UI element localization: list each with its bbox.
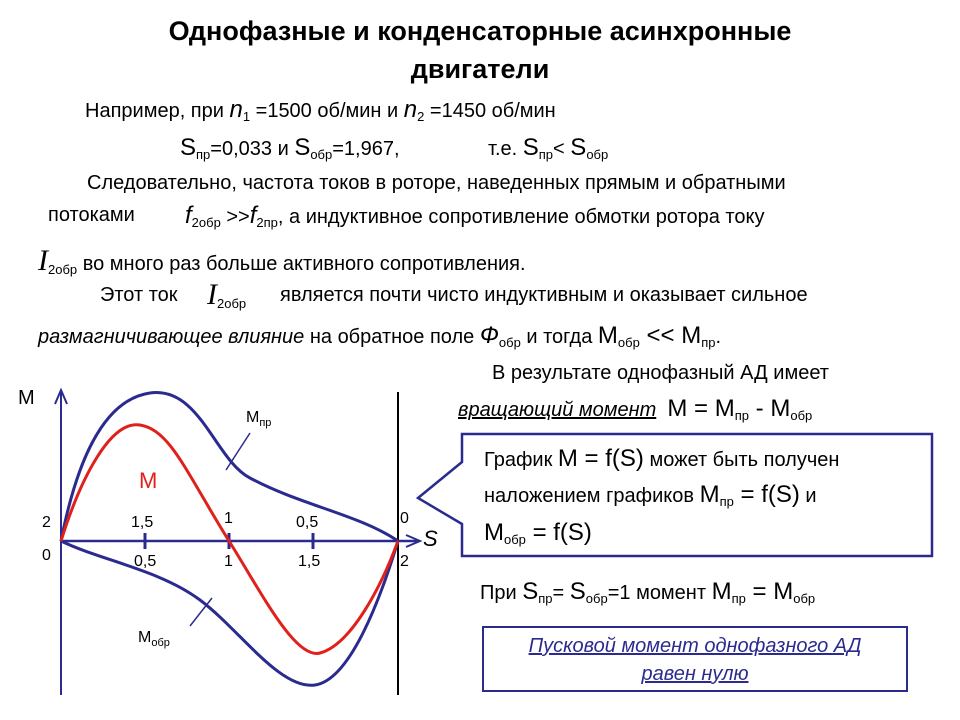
para2-line2: размагничивающее влияние на обратное поле $Ф_{обр}$ и тогда $M_{обр} << M_{пр}$.: [38, 322, 722, 350]
tick-bottom-1-5: 1,5: [298, 553, 321, 570]
para1-line2-formula: $f_{2обр} >>f_{2пр}$, а индуктивное сопротивление обмотки ротора току: [185, 202, 765, 230]
label-m-total: M: [139, 468, 158, 493]
equal-slip-line: При $S_{пр}= S_{обр}=1$ момент $M_{пр} = M_{обр}$: [480, 578, 816, 606]
para1-line1: Следовательно, частота токов в роторе, наведенных прямым и обратными: [87, 172, 786, 194]
result-line1: В результате однофазный АД имеет: [492, 362, 829, 384]
page-title: Однофазные и конденсаторные асинхронные: [168, 16, 792, 46]
tick-top-0-5: 0,5: [296, 514, 319, 531]
x-axis-label: S: [423, 526, 438, 551]
conclusion-box: [482, 626, 908, 692]
label-m-pr: $M_{пр}$: [246, 409, 272, 429]
conclusion-line2: равен нулю: [641, 663, 749, 685]
torque-slip-graph: [0, 380, 470, 710]
slip-compare: т.е. $S_{пр}< S_{обр}$: [488, 134, 609, 162]
callout-line2: наложением графиков $M_{пр} = f(S)$ и: [484, 481, 817, 509]
label-m-obr: $M_{обр}$: [138, 629, 170, 649]
tick-top-1: 1: [224, 510, 233, 527]
para1-line3: $I_{2обр}$ во много раз больше активного сопротивления.: [38, 244, 526, 277]
tick-bottom-2: 2: [400, 553, 409, 570]
para2-current: $I_{2обр}$: [207, 278, 247, 311]
tick-bottom-0-5: 0,5: [134, 553, 157, 570]
para2-line1-pre: Этот ток: [100, 284, 178, 306]
example-line: Например, при $n_1 =1500$ об/мин и $n_2 =1450$ об/мин: [85, 96, 556, 124]
tick-top-0: 0: [400, 510, 409, 527]
page-title-line2: двигатели: [410, 54, 550, 84]
callout-line3: $M_{обр} = f(S)$: [484, 519, 592, 547]
slip-line: $S_{пр}=0,033$ и $S_{обр}=1,967$,: [180, 134, 400, 162]
tick-top-2: 2: [42, 514, 51, 531]
tick-bottom-1: 1: [224, 553, 233, 570]
para2-line1-post: является почти чисто индуктивным и оказывает сильное: [280, 284, 808, 306]
tick-bottom-0: 0: [42, 547, 51, 564]
leader-m-pr: [226, 433, 250, 470]
result-line2: вращающий момент $M = M_{пр} - M_{обр}$: [458, 395, 813, 423]
tick-top-1-5: 1,5: [131, 514, 154, 531]
y-axis-label: M: [18, 387, 35, 409]
callout-line1: График M = f(S) может быть получен: [484, 445, 840, 472]
conclusion-line1: Пусковой момент однофазного АД: [528, 635, 862, 657]
para1-line2: потоками: [48, 204, 135, 226]
